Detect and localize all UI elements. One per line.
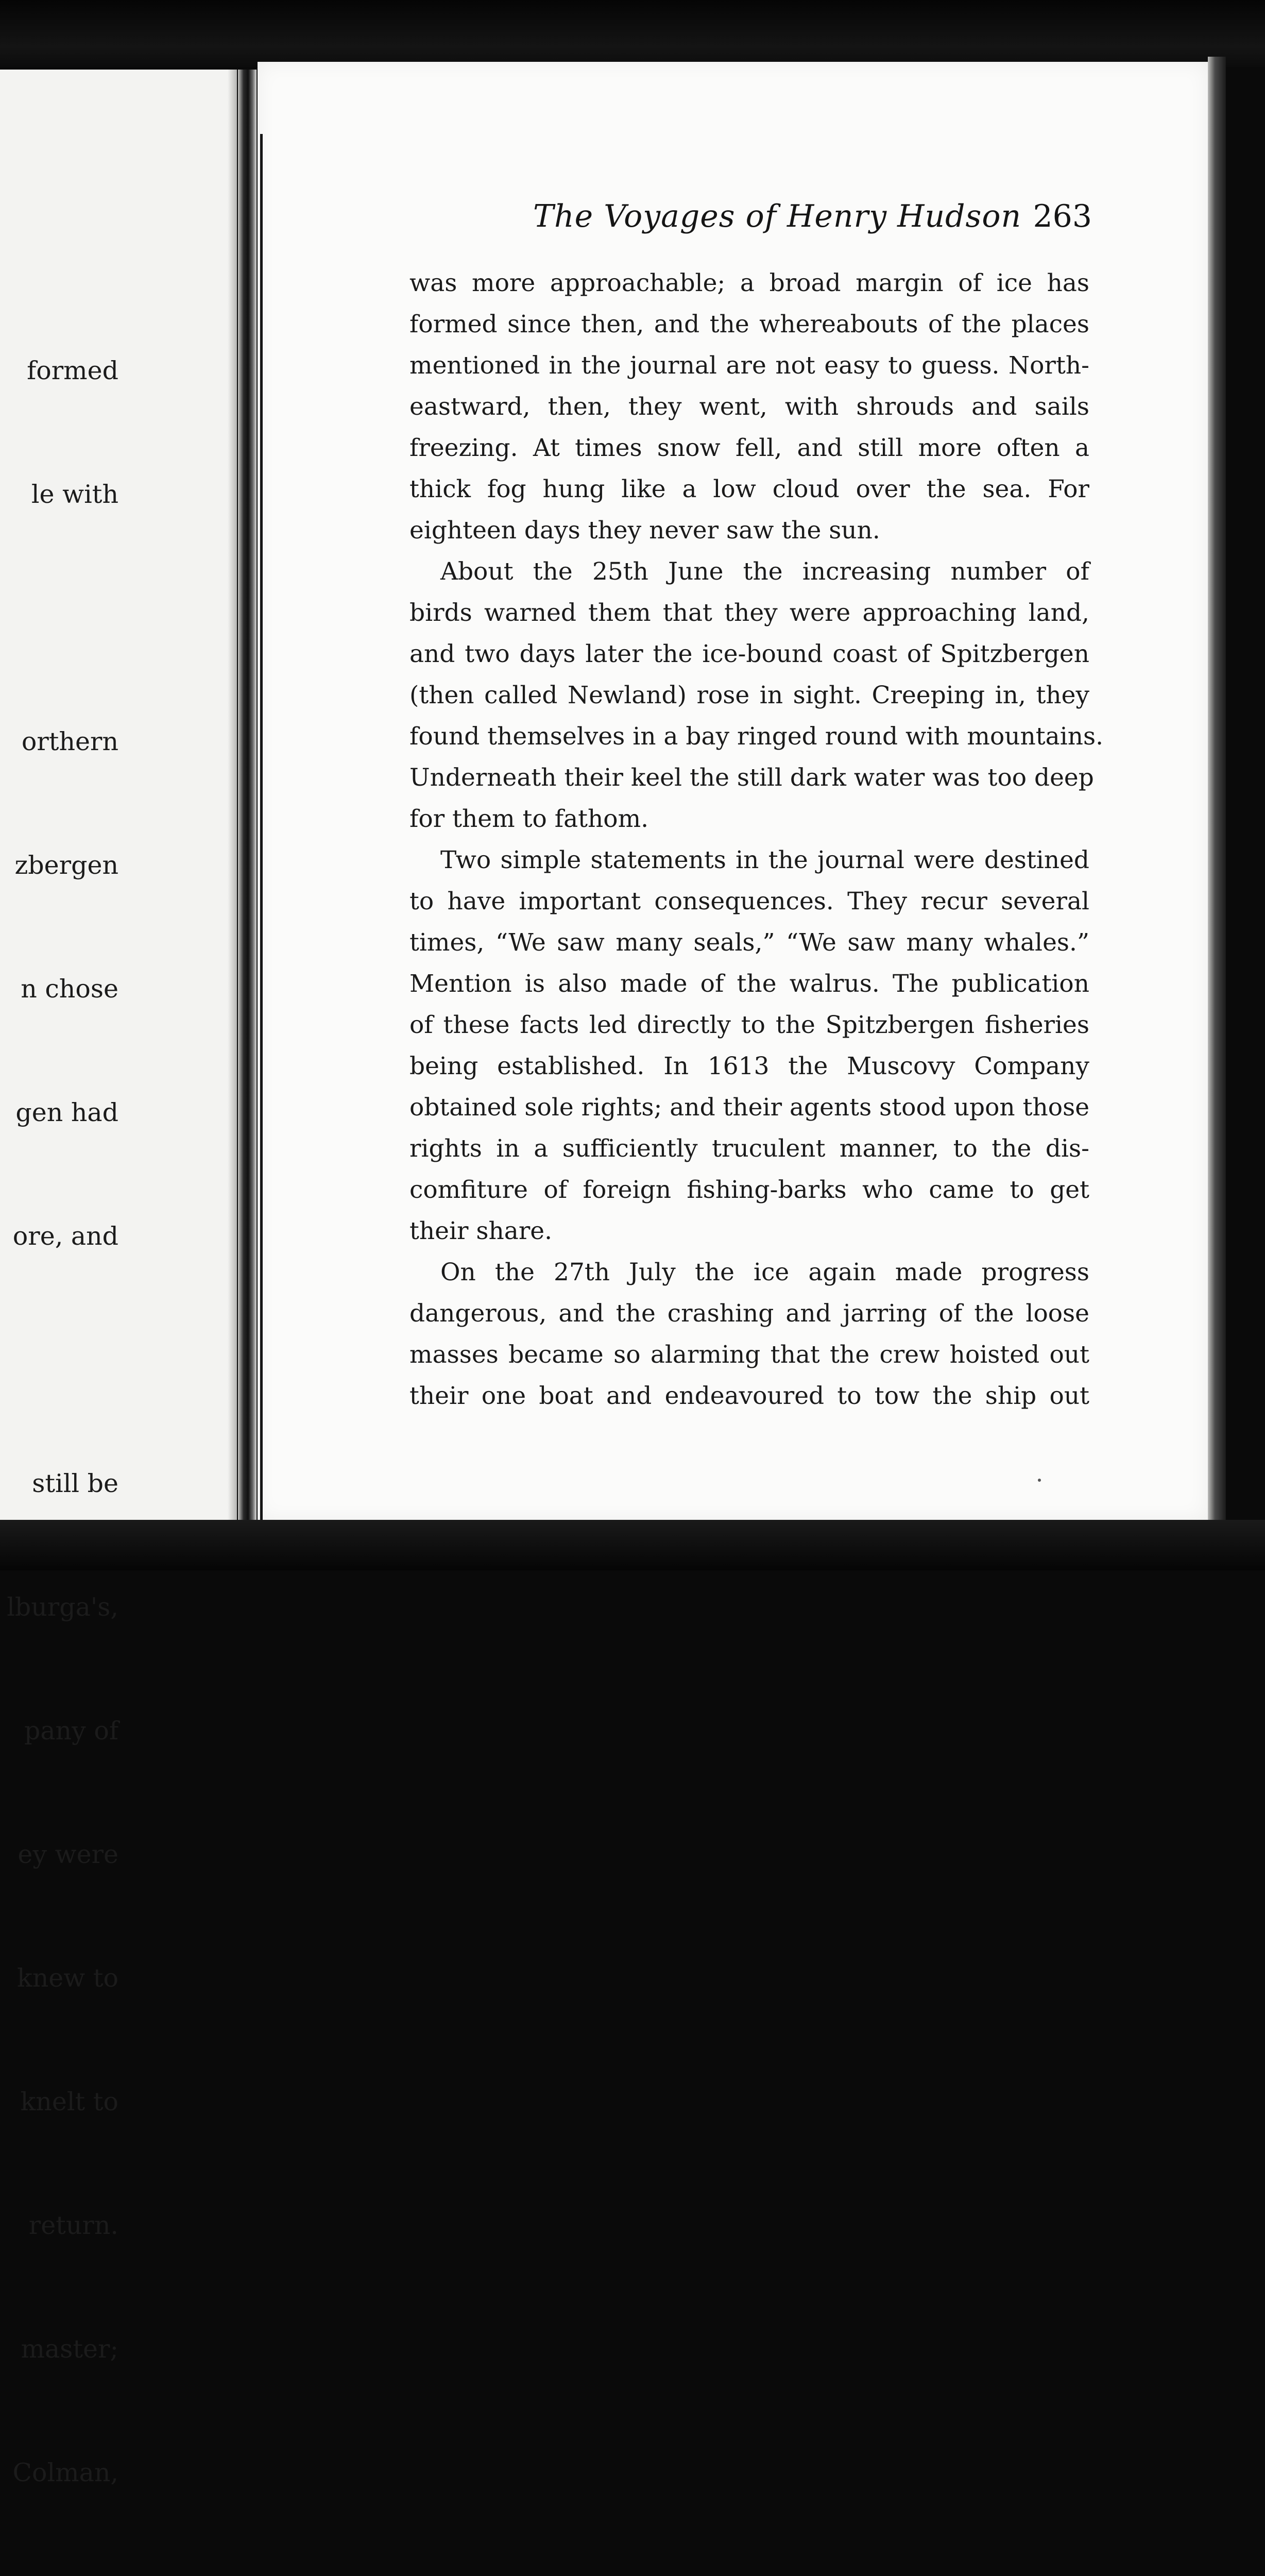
previous-page-line: lburga's,	[7, 1592, 118, 1622]
text-line: thick fog hung like a low cloud over the sea. For	[409, 475, 1089, 503]
text-line: birds warned them that they were approaching land,	[409, 599, 1089, 627]
scan-bottom-border	[0, 1520, 1265, 1570]
text-line: being established. In 1613 the Muscovy Company	[409, 1052, 1089, 1080]
text-line: (then called Newland) rose in sight. Creeping in, they	[409, 681, 1089, 709]
previous-page-line	[0, 1340, 118, 1381]
text-line: to have important consequences. They recur several	[409, 887, 1089, 916]
previous-page-line: ey were	[18, 1840, 118, 1869]
text-line: for them to fathom.	[409, 805, 649, 833]
previous-page-line: master;	[21, 2334, 118, 2364]
text-line: eighteen days they never saw the sun.	[409, 516, 880, 545]
text-line: comfiture of foreign fishing-barks who came to get	[409, 1176, 1089, 1204]
text-line: mentioned in the journal are not easy to guess. North-	[409, 351, 1089, 380]
text-line: their share.	[409, 1217, 553, 1245]
previous-page-line: orthern	[21, 727, 118, 756]
text-line: obtained sole rights; and their agents stood upon those	[409, 1093, 1090, 1122]
previous-page-line	[0, 598, 118, 639]
text-line: rights in a sufficiently truculent manner, to the dis-	[409, 1134, 1089, 1163]
previous-page-fragment	[0, 70, 237, 2487]
previous-page-text	[0, 268, 118, 2576]
page-fold-line	[260, 134, 263, 1520]
book-spine	[238, 70, 257, 1528]
text-line: was more approachable; a broad margin of ice has	[409, 269, 1089, 297]
previous-page-line: ore, and	[12, 1222, 118, 1251]
running-head	[520, 193, 1092, 245]
text-line: Two simple statements in the journal were destined	[440, 846, 1089, 874]
previous-page-line: le with	[31, 480, 118, 509]
scan-speck	[1038, 1479, 1041, 1482]
text-line: dangerous, and the crashing and jarring of the loose	[409, 1299, 1089, 1328]
previous-page-line: n chose	[21, 974, 118, 1004]
scan-top-border	[0, 0, 1265, 67]
previous-page-line: zbergen	[14, 851, 118, 880]
text-line: times, “We saw many seals,” “We saw many whales.”	[409, 928, 1089, 957]
page-number: 263	[1033, 198, 1092, 234]
previous-page-line: gen had	[15, 1098, 118, 1127]
previous-page-line: pany of	[24, 1716, 118, 1745]
text-line: Underneath their keel the still dark water was too deep	[409, 764, 1094, 792]
page-body	[409, 263, 1104, 1417]
text-line: found themselves in a bay ringed round with mountains.	[409, 722, 1104, 751]
text-line: their one boat and endeavoured to tow the ship out	[409, 1382, 1089, 1410]
gutter-shadow	[228, 70, 237, 1528]
text-line: and two days later the ice-bound coast of Spitzbergen	[409, 640, 1089, 668]
text-line: of these facts led directly to the Spitzbergen fisheries	[409, 1011, 1089, 1039]
text-line: freezing. At times snow fell, and still more often a	[409, 434, 1089, 462]
previous-page-line: Colman,	[12, 2458, 118, 2487]
text-line: Mention is also made of the walrus. The publication	[409, 970, 1089, 998]
previous-page-line: formed	[27, 356, 118, 385]
running-title: The Voyages of Henry Hudson	[533, 198, 1022, 234]
text-line: formed since then, and the whereabouts of the places	[409, 310, 1089, 338]
text-line: About the 25th June the increasing number of	[440, 557, 1089, 586]
text-line: eastward, then, they went, with shrouds and sails	[409, 393, 1089, 421]
previous-page-line: knelt to	[20, 2087, 118, 2116]
previous-page-line: still be	[32, 1469, 118, 1498]
previous-page-line: return.	[28, 2211, 118, 2240]
previous-page-line: knew to	[17, 1963, 118, 1993]
text-line: masses became so alarming that the crew hoisted out	[409, 1341, 1089, 1369]
page-edge	[1208, 57, 1226, 1525]
text-line: On the 27th July the ice again made progress	[440, 1258, 1089, 1286]
